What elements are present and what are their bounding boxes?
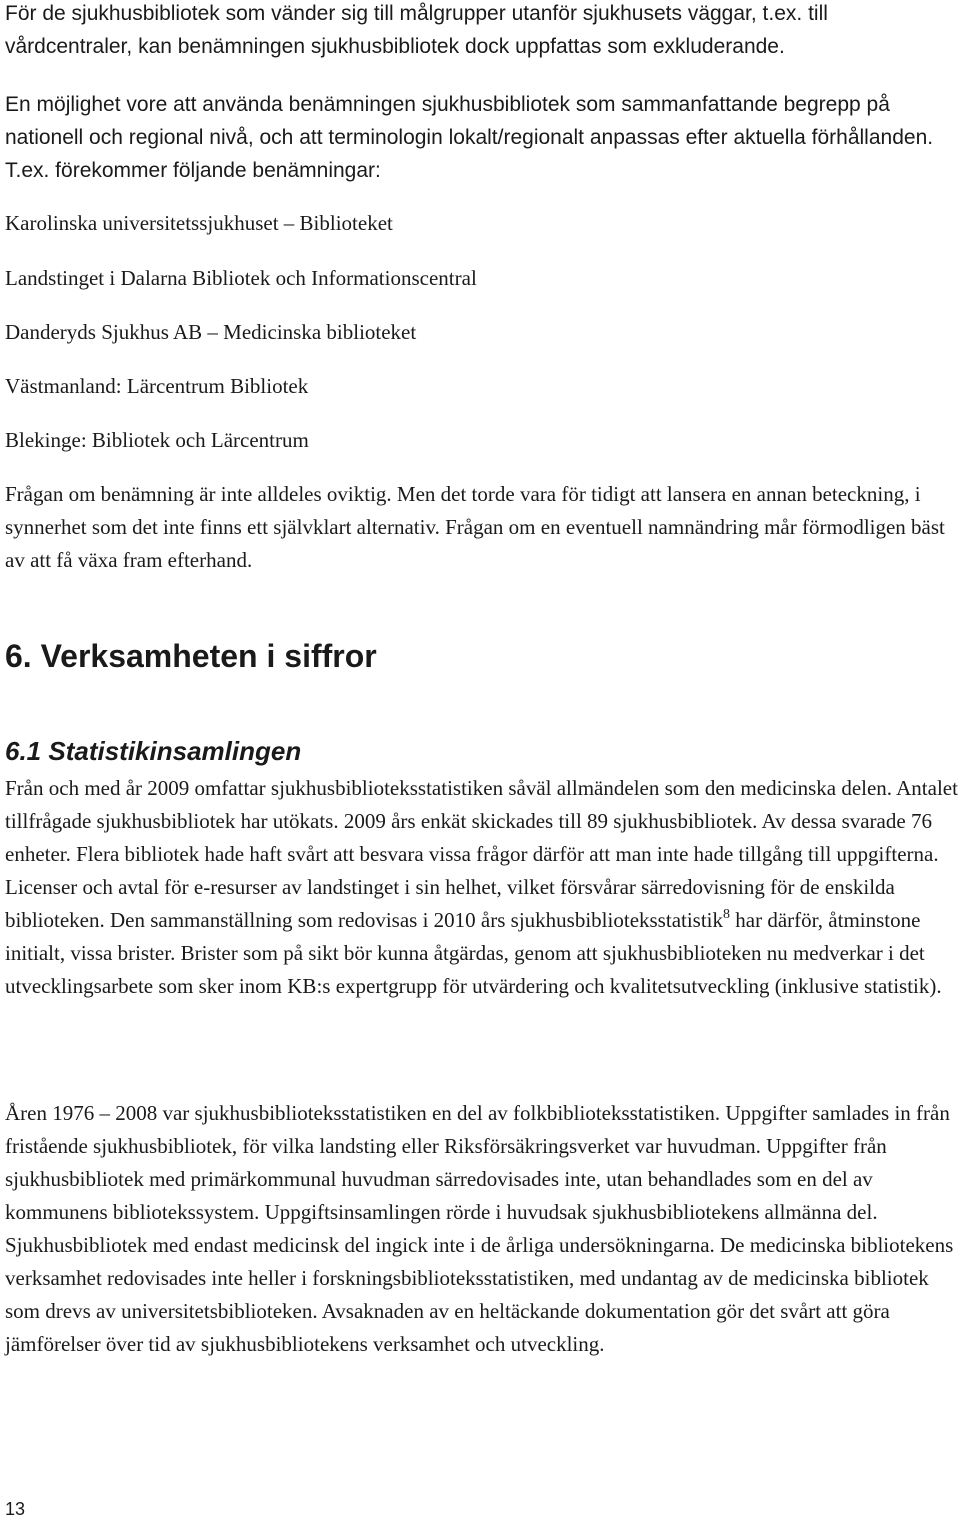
library-name-vastmanland: Västmanland: Lärcentrum Bibliotek bbox=[5, 374, 309, 398]
paragraph-text-part: Från och med år 2009 omfattar sjukhusbiblioteksstatistiken såväl allmändelen som den medicinska delen. Antalet tillfrågade sjukhusbibliotek har utökats. 2009 års enkät skickades till 89 sjukhusbibliotek. Av dessa svarade 76 enheter. Flera bibliotek hade haft svårt att besvara vissa frågor därför att man inte hade tillgång till uppgifterna. Licenser och avtal för e-resurser av landstinget i sin helhet, vilket försvårar särredovisning för de enskilda biblioteken. Den sammanställning som redovisas i 2010 års sjukhusbiblioteksstatistik bbox=[5, 776, 958, 932]
section-heading: 6. Verksamheten i siffror bbox=[5, 638, 377, 674]
library-name-blekinge: Blekinge: Bibliotek och Lärcentrum bbox=[5, 428, 309, 452]
paragraph-text-part: har därför, åtminstone initialt, vissa brister. Brister som på sikt bör kunna åtgärdas, genom att sjukhusbiblioteken nu medverkar i det utvecklingsarbete som sker inom KB:s expertgrupp för utvärdering och kvalitetsutveckling (inklusive statistik). bbox=[5, 908, 942, 998]
library-name-karolinska: Karolinska universitetssjukhuset – Biblioteket bbox=[5, 211, 393, 235]
paragraph-naming-question: Frågan om benämning är inte alldeles oviktig. Men det torde vara för tidigt att lansera en annan beteckning, i synnerhet som det inte finns ett självklart alternativ. Frågan om en eventuell namnändring mår förmodligen bäst av att få växa fram efterhand. bbox=[5, 482, 945, 572]
paragraph-terminology: En möjlighet vore att använda benämningen sjukhusbibliotek som sammanfattande begrepp på nationell och regional nivå, och att terminologin lokalt/regionalt anpassas efter aktuella förhållanden. T.ex. förekommer följande benämningar: bbox=[5, 93, 934, 182]
library-name-dalarna: Landstinget i Dalarna Bibliotek och Informationscentral bbox=[5, 266, 477, 290]
footnote-marker: 8 bbox=[723, 907, 731, 922]
paragraph-statistics-collection bbox=[5, 772, 959, 1003]
paragraph-outreach: För de sjukhusbibliotek som vänder sig till målgrupper utanför sjukhusets väggar, t.ex. till vårdcentraler, kan benämningen sjukhusbibliotek dock uppfattas som exkluderande. bbox=[5, 2, 828, 58]
paragraph-statistics-history: Åren 1976 – 2008 var sjukhusbiblioteksstatistiken en del av folkbiblioteksstatistiken. Uppgifter samlades in från fristående sjukhusbibliotek, för vilka landsting eller Riksförsäkringsverket var huvudman. Uppgifter från sjukhusbibliotek med primärkommunal huvudman särredovisades inte, utan behandlades som en del av kommunens bibliotekssystem. Uppgiftsinsamlingen rörde i huvudsak sjukhusbibliotekens allmänna del. Sjukhusbibliotek med endast medicinsk del ingick inte i de årliga undersökningarna. De medicinska bibliotekens verksamhet redovisades inte heller i forskningsbiblioteksstatistiken, med undantag av de medicinska bibliotek som drevs av universitetsbiblioteken. Avsaknaden av en heltäckande dokumentation gör det svårt att göra jämförelser över tid av sjukhusbibliotekens verksamhet och utveckling. bbox=[5, 1101, 954, 1356]
library-name-danderyd: Danderyds Sjukhus AB – Medicinska biblioteket bbox=[5, 320, 417, 344]
subsection-heading: 6.1 Statistikinsamlingen bbox=[5, 736, 302, 766]
page-number: 13 bbox=[5, 1499, 26, 1519]
